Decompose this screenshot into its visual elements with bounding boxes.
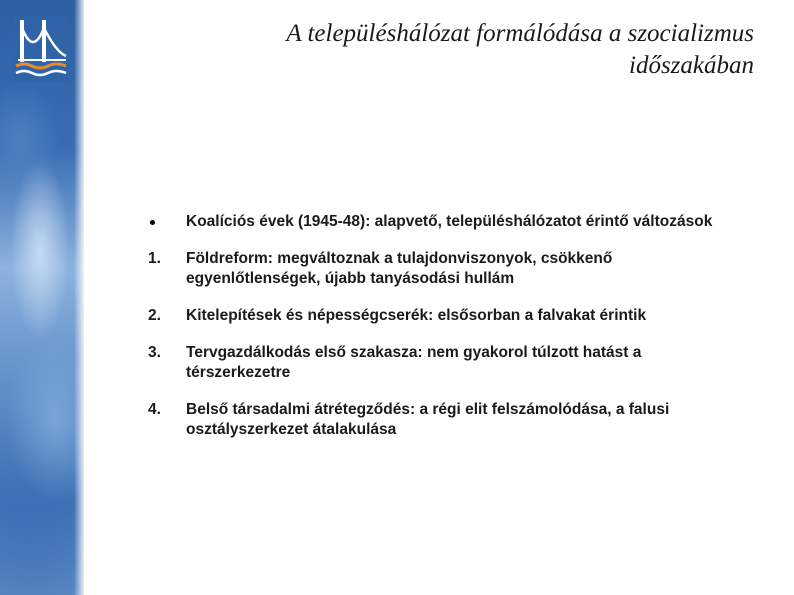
list-item [148, 306, 748, 326]
list-item-text: Koalíciós évek (1945-48): alapvető, településhálózatot érintő változások [186, 213, 713, 230]
list-item-text: Kitelepítések és népességcserék: elsősorban a falvakat érintik [186, 307, 647, 324]
sidebar-image [0, 0, 84, 595]
bullet-dot-icon [150, 220, 155, 225]
list-item-text: Belső társadalmi átrétegződés: a régi elit felszámolódása, a falusi osztályszerkezet átalakulása [186, 401, 670, 438]
list-number: 2. [148, 307, 161, 324]
list-item [148, 400, 748, 440]
slide-title [200, 18, 754, 82]
title-line-2: időszakában [629, 52, 754, 79]
list-number: 1. [148, 250, 161, 267]
list-item [148, 343, 748, 383]
list-number: 4. [148, 401, 161, 418]
content-list [148, 212, 748, 457]
list-item-text: Földreform: megváltoznak a tulajdonviszonyok, csökkenő egyenlőtlenségek, újabb tanyásodási hullám [186, 250, 613, 287]
list-item [148, 249, 748, 289]
bridge-logo-icon [14, 16, 68, 82]
list-item [148, 212, 748, 232]
list-number: 3. [148, 344, 161, 361]
title-line-1: A településhálózat formálódása a szocializmus [286, 20, 754, 47]
list-item-text: Tervgazdálkodás első szakasza: nem gyakorol túlzott hatást a térszerkezetre [186, 344, 642, 381]
